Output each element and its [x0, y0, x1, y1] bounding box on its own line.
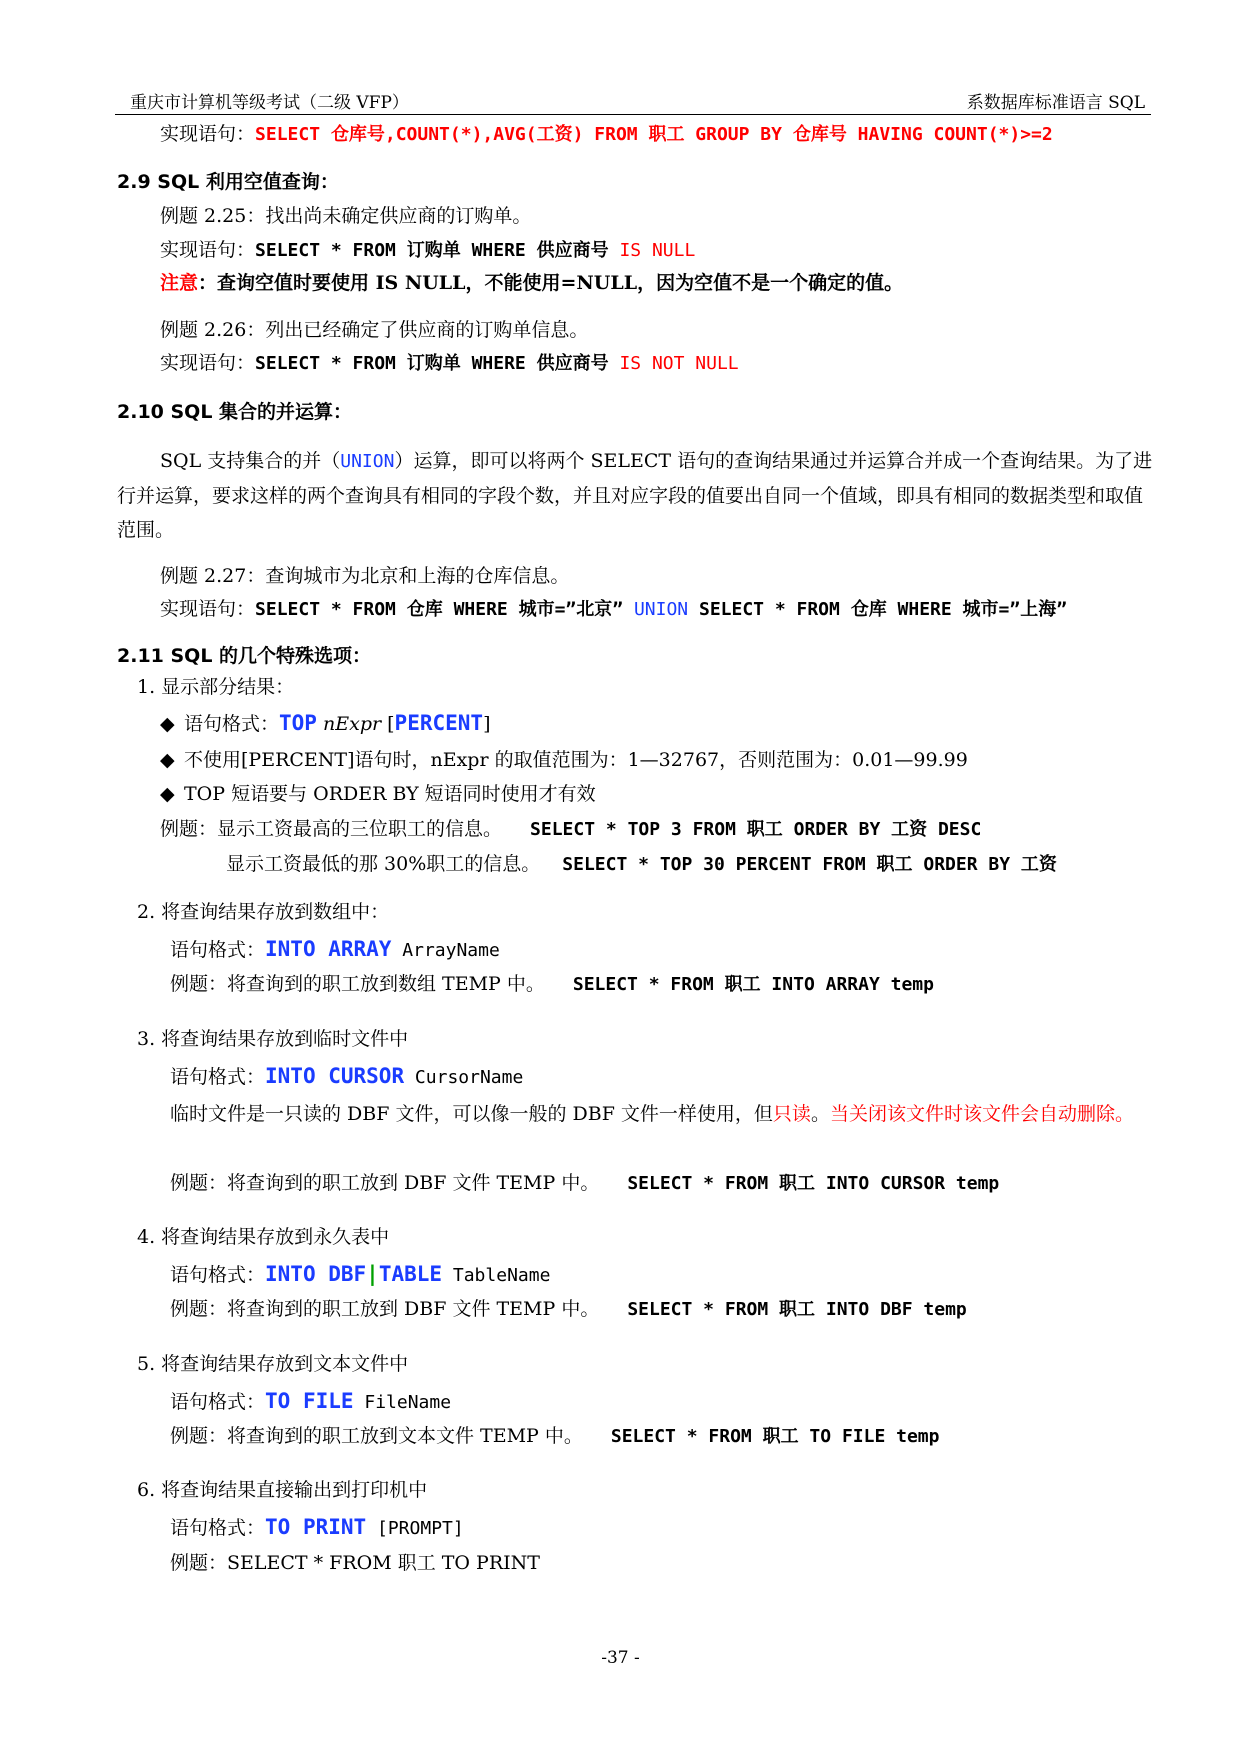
example-code: SELECT * FROM 职工 INTO ARRAY temp — [572, 974, 934, 995]
desc-a: 临时文件是一只读的 DBF 文件，可以像一般的 DBF 文件一样使用，但 — [170, 1103, 773, 1125]
item-6-title: 6. 将查询结果直接输出到打印机中 — [137, 1479, 428, 1501]
item-5-example — [170, 1424, 939, 1449]
top-example-2 — [226, 852, 1057, 877]
impl-code: SELECT * FROM 订购单 WHERE 供应商号 — [255, 240, 620, 261]
format-arg: FileName — [353, 1392, 452, 1413]
impl-keyword: IS NOT NULL — [619, 353, 739, 374]
header-rule — [115, 114, 1151, 115]
format-label: 语句格式： — [184, 713, 280, 735]
format-arg: [PROMPT] — [366, 1518, 464, 1539]
item-5-title: 5. 将查询结果存放到文本文件中 — [137, 1353, 409, 1375]
format-label: 语句格式： — [170, 1517, 266, 1539]
impl-2-25-line — [160, 238, 695, 263]
note-line — [160, 271, 903, 296]
section-2-11-title: 2.11 SQL 的几个特殊选项： — [117, 645, 372, 667]
union-keyword: UNION — [340, 451, 395, 472]
into-array-keyword: INTO ARRAY — [265, 937, 392, 961]
example-code: SELECT * TOP 3 FROM 职工 ORDER BY 工资 DESC — [530, 819, 982, 840]
into-dbf-keyword: INTO DBF — [265, 1262, 367, 1286]
example-2-26: 例题 2.26：列出已经确定了供应商的订购单信息。 — [160, 319, 589, 341]
bracket-open: [ — [387, 713, 395, 735]
item-4-title: 4. 将查询结果存放到永久表中 — [137, 1226, 390, 1248]
header-right: 系数据库标准语言 SQL — [966, 93, 1145, 113]
impl-union-keyword: UNION — [633, 599, 689, 620]
diamond-bullet-icon: ◆ — [160, 713, 175, 735]
example-code: SELECT * FROM 职工 INTO DBF temp — [627, 1299, 967, 1320]
item-1-title: 1. 显示部分结果： — [137, 676, 295, 698]
top-impl-line — [160, 122, 1053, 147]
bullet-2 — [160, 748, 968, 773]
format-label: 语句格式： — [170, 1264, 266, 1286]
desc-auto-delete: 当关闭该文件时该文件会自动删除 — [829, 1103, 1115, 1125]
format-label: 语句格式： — [170, 1066, 266, 1088]
item-2-format — [170, 936, 500, 963]
section-2-10-title: 2.10 SQL 集合的并运算： — [117, 401, 353, 423]
item-3-example — [170, 1171, 999, 1196]
union-text-b: ）运算，即可以将两个 SELECT 语句的查询结果通过并运算合并成一个查询结果。为了进行并运算，要求这样的两个查询具有相同的字段个数，并且对应字段的值要出自同一个值域，即具有相同的数据类型和取值范围。 — [117, 450, 1153, 541]
item-4-format — [170, 1261, 550, 1288]
diamond-bullet-icon: ◆ — [160, 783, 175, 805]
impl-code-a: SELECT * FROM 仓库 WHERE 城市=”北京” — [255, 599, 634, 620]
item-4-example — [170, 1297, 967, 1322]
item-6-example: 例题：SELECT * FROM 职工 TO PRINT — [170, 1552, 540, 1574]
item-2-example — [170, 972, 934, 997]
impl-label: 实现语句： — [160, 123, 256, 145]
example-text: 例题：将查询到的职工放到数组 TEMP 中。 — [170, 973, 545, 995]
desc-readonly: 只读 — [772, 1103, 811, 1125]
item-3-format — [170, 1063, 523, 1090]
example-text: 例题：将查询到的职工放到文本文件 TEMP 中。 — [170, 1425, 583, 1447]
bullet-2-text: 不使用[PERCENT]语句时，nExpr 的取值范围为：1—32767，否则范围为：0.01—99.99 — [184, 749, 968, 771]
format-arg: TableName — [442, 1265, 551, 1286]
union-text-a: SQL 支持集合的并（ — [160, 450, 341, 472]
note-label: 注意 — [160, 272, 199, 294]
example-text: 显示工资最高的三位职工的信息。 — [217, 818, 503, 840]
format-arg: ArrayName — [391, 940, 500, 961]
item-2-title: 2. 将查询结果存放到数组中： — [137, 901, 390, 923]
example-text: 例题：将查询到的职工放到 DBF 文件 TEMP 中。 — [170, 1172, 600, 1194]
top-example-1 — [160, 817, 981, 842]
bullet-3-text: TOP 短语要与 ORDER BY 短语同时使用才有效 — [184, 783, 596, 805]
format-label: 语句格式： — [170, 1391, 266, 1413]
impl-label: 实现语句： — [160, 352, 256, 374]
impl-2-27-line — [160, 597, 1067, 622]
format-label: 语句格式： — [170, 939, 266, 961]
note-text: ：查询空值时要使用 IS NULL，不能使用=NULL，因为空值不是一个确定的值。 — [198, 272, 904, 294]
format-arg: CursorName — [404, 1067, 524, 1088]
impl-2-26-line — [160, 351, 739, 376]
header-left: 重庆市计算机等级考试（二级 VFP） — [130, 93, 409, 113]
example-text: 显示工资最低的那 30%职工的信息。 — [226, 853, 541, 875]
impl-keyword: IS NULL — [619, 240, 696, 261]
desc-b: 。 — [810, 1103, 830, 1125]
example-2-25: 例题 2.25：找出尚未确定供应商的订购单。 — [160, 205, 532, 227]
impl-code: SELECT 仓库号,COUNT(*),AVG(工资) FROM 职工 GROUP BY 仓库号 HAVING COUNT(*)>=2 — [255, 124, 1053, 145]
impl-label: 实现语句： — [160, 598, 256, 620]
example-label: 例题： — [160, 818, 218, 840]
bullet-1 — [160, 710, 490, 737]
into-cursor-keyword: INTO CURSOR — [265, 1064, 405, 1088]
diamond-bullet-icon: ◆ — [160, 749, 175, 771]
union-paragraph — [117, 444, 1153, 547]
example-text: 例题：将查询到的职工放到 DBF 文件 TEMP 中。 — [170, 1298, 600, 1320]
item-3-description — [170, 1097, 1153, 1131]
example-code: SELECT * FROM 职工 TO FILE temp — [610, 1426, 940, 1447]
impl-label: 实现语句： — [160, 239, 256, 261]
to-file-keyword: TO FILE — [265, 1389, 354, 1413]
bracket-close: ] — [483, 713, 491, 735]
example-code: SELECT * TOP 30 PERCENT FROM 职工 ORDER BY 工资 — [562, 854, 1057, 875]
percent-keyword: PERCENT — [394, 711, 484, 735]
page-number: -37 - — [601, 1648, 640, 1668]
nexpr-arg: nExpr — [323, 713, 382, 735]
pipe-separator: | — [366, 1262, 379, 1286]
item-6-format — [170, 1514, 464, 1541]
item-5-format — [170, 1388, 451, 1415]
section-2-9-title: 2.9 SQL 利用空值查询： — [117, 171, 339, 193]
impl-code-b: SELECT * FROM 仓库 WHERE 城市=”上海” — [688, 599, 1068, 620]
top-keyword: TOP — [279, 711, 317, 735]
example-2-27: 例题 2.27：查询城市为北京和上海的仓库信息。 — [160, 565, 570, 587]
impl-code: SELECT * FROM 订购单 WHERE 供应商号 — [255, 353, 620, 374]
table-keyword: TABLE — [378, 1262, 443, 1286]
bullet-3 — [160, 782, 596, 807]
example-code: SELECT * FROM 职工 INTO CURSOR temp — [627, 1173, 1000, 1194]
to-print-keyword: TO PRINT — [265, 1515, 367, 1539]
desc-c: 。 — [1114, 1103, 1134, 1125]
item-3-title: 3. 将查询结果存放到临时文件中 — [137, 1028, 409, 1050]
